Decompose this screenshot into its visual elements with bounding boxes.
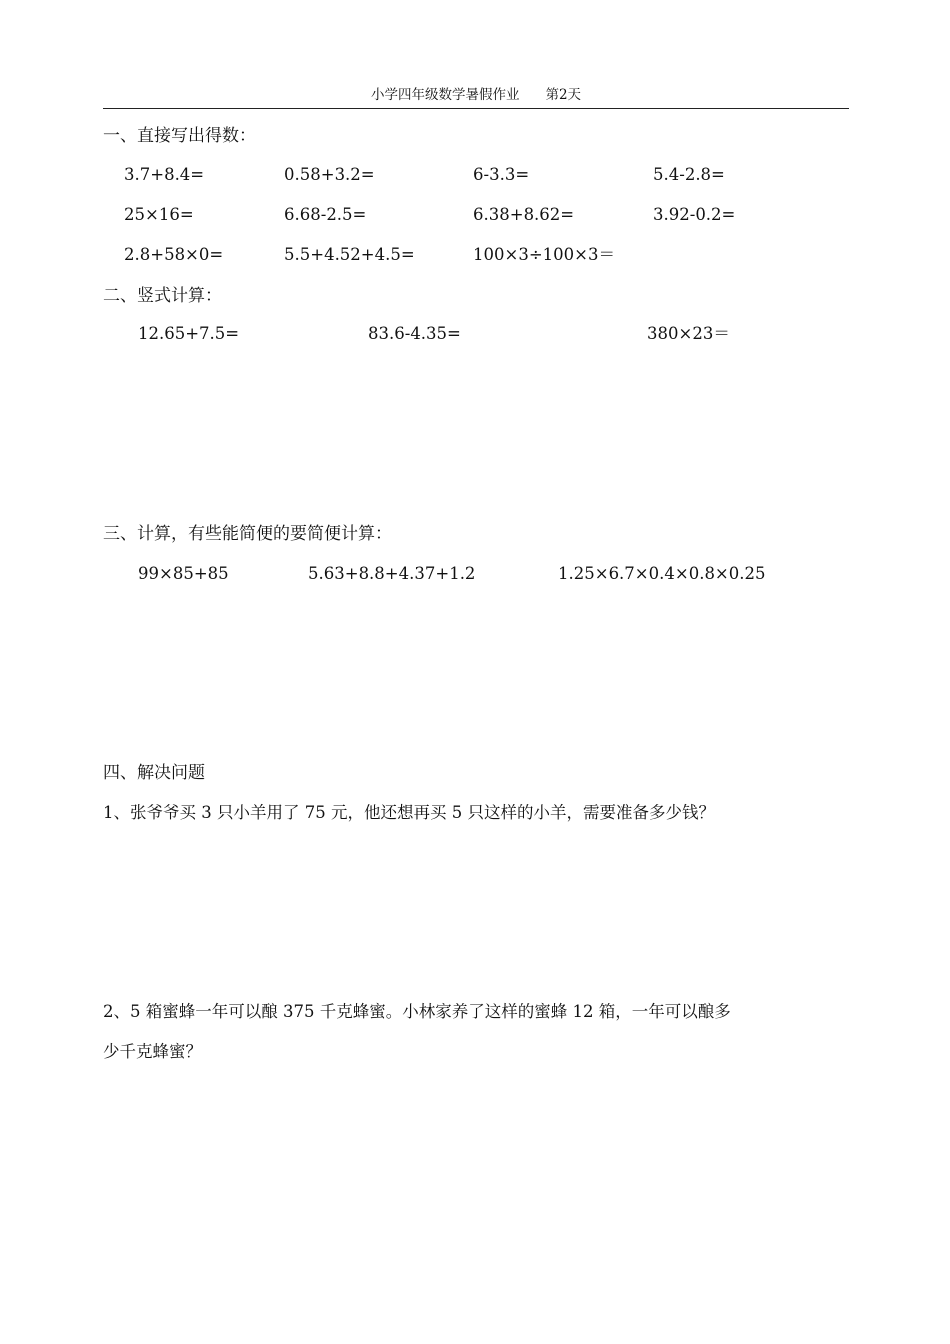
oral-calc-item: 0.58+3.2= (284, 165, 375, 184)
oral-calc-item: 3.7+8.4= (124, 165, 205, 184)
section1-heading: 一、直接写出得数： (103, 126, 256, 146)
vertical-calc-item: 380×23＝ (647, 324, 730, 343)
word-problem-2-line2: 少千克蜂蜜？ (103, 1042, 202, 1061)
section2-heading: 二、竖式计算： (103, 286, 222, 306)
header-rule (103, 108, 849, 109)
simplify-calc-item: 1.25×6.7×0.4×0.8×0.25 (558, 564, 766, 583)
word-problem-1: 1、张爷爷买 3 只小羊用了 75 元，他还想再买 5 只这样的小羊，需要准备多少钱？ (103, 803, 715, 822)
oral-calc-item: 5.5+4.52+4.5= (284, 245, 415, 264)
header-title: 小学四年级数学暑假作业 (370, 87, 520, 103)
word-problem-2-line1: 2、5 箱蜜蜂一年可以酿 375 千克蜂蜜。小林家养了这样的蜜蜂 12 箱，一年可以酿多 (103, 1002, 731, 1021)
oral-calc-item: 5.4-2.8= (653, 165, 725, 184)
oral-calc-item: 2.8+58×0= (124, 245, 224, 264)
oral-calc-item: 25×16= (124, 205, 194, 224)
vertical-calc-item: 12.65+7.5= (138, 324, 240, 343)
oral-calc-item: 6.38+8.62= (473, 205, 575, 224)
section4-heading: 四、解决问题 (103, 763, 205, 783)
oral-calc-item: 6-3.3= (473, 165, 530, 184)
header-day: 第2天 (545, 87, 582, 103)
oral-calc-item: 6.68-2.5= (284, 205, 367, 224)
oral-calc-item: 3.92-0.2= (653, 205, 736, 224)
page-header (103, 86, 849, 104)
section3-heading: 三、计算，有些能简便的要简便计算： (103, 524, 392, 544)
vertical-calc-item: 83.6-4.35= (368, 324, 461, 343)
oral-calc-item: 100×3÷100×3＝ (473, 245, 615, 264)
simplify-calc-item: 99×85+85 (138, 564, 229, 583)
simplify-calc-item: 5.63+8.8+4.37+1.2 (308, 564, 476, 583)
